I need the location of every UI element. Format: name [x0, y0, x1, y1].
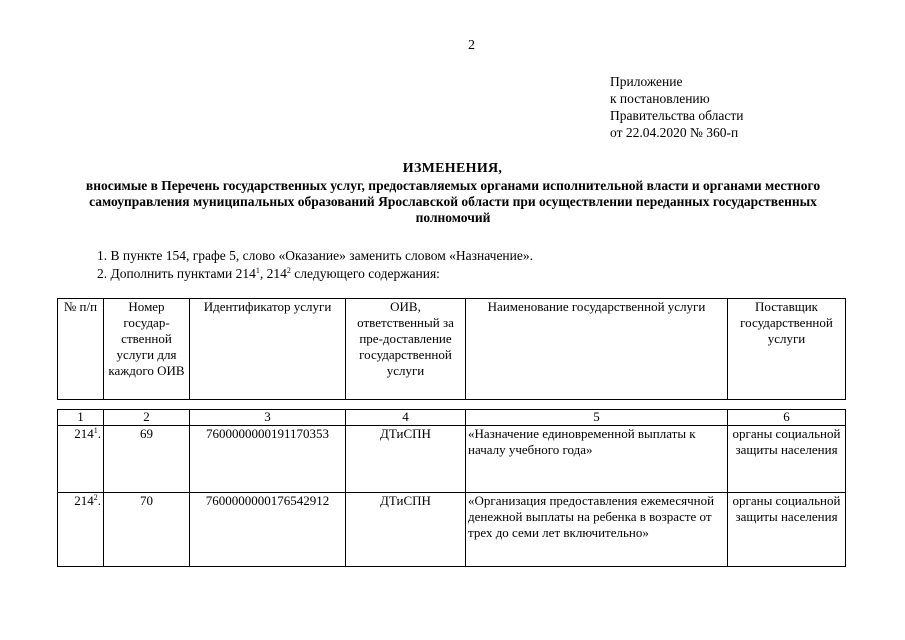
appendix-line: к постановлению	[610, 91, 710, 106]
header-cell-number: № п/п	[58, 299, 104, 400]
cell-identifier: 7600000000176542912	[190, 493, 346, 567]
cell-provider: органы социальной защиты населения	[728, 493, 846, 567]
header-cell-oiv-number: Номер государ-ственной услуги для каждого ОИВ	[104, 299, 190, 400]
cell-oiv: ДТиСПН	[346, 426, 466, 493]
header-cell-identifier: Идентификатор услуги	[190, 299, 346, 400]
number-text: 214	[74, 493, 94, 508]
cell-identifier: 7600000000191170353	[190, 426, 346, 493]
cell-oiv: ДТиСПН	[346, 493, 466, 567]
superscript: 1	[255, 266, 260, 275]
number-suffix: .	[97, 426, 101, 441]
item-text: , 214	[259, 266, 287, 281]
column-number: 1	[58, 410, 104, 426]
cell-number	[58, 493, 104, 567]
number-suffix: .	[97, 493, 101, 508]
cell-oiv-number: 70	[104, 493, 190, 567]
cell-provider: органы социальной защиты населения	[728, 426, 846, 493]
cell-number	[58, 426, 104, 493]
amendment-item-1: 1. В пункте 154, графе 5, слово «Оказание» заменить словом «Назначение».	[97, 248, 534, 263]
superscript: 2	[93, 493, 98, 502]
item-text: 2. Дополнить пунктами 214	[97, 266, 256, 281]
column-number: 2	[104, 410, 190, 426]
header-row	[58, 299, 846, 400]
superscript: 2	[286, 266, 291, 275]
document-subtitle: вносимые в Перечень государственных услуг, предоставляемых органами исполнительной власти и органами местного самоуправления муниципальных образований Ярославской области при осуществлении переданных государственных полномочий	[85, 178, 821, 225]
table-header	[57, 298, 846, 400]
appendix-line: Правительства области	[610, 108, 744, 123]
amendment-items	[97, 247, 533, 283]
item-text: следующего содержания:	[290, 266, 440, 281]
column-number: 6	[728, 410, 846, 426]
superscript: 1	[93, 426, 98, 435]
header-cell-oiv: ОИВ, ответственный за пре-доставление государственной услуги	[346, 299, 466, 400]
cell-service-name: «Назначение единовременной выплаты к началу учебного года»	[466, 426, 728, 493]
appendix-block	[610, 73, 743, 141]
table-body	[57, 409, 846, 567]
header-cell-service-name: Наименование государственной услуги	[466, 299, 728, 400]
table-row	[58, 426, 846, 493]
column-number: 4	[346, 410, 466, 426]
cell-service-name: «Организация предоставления ежемесячной денежной выплаты на ребенка в возрасте от трех до семи лет включительно»	[466, 493, 728, 567]
number-text: 214	[74, 426, 94, 441]
table-row	[58, 493, 846, 567]
document-title: ИЗМЕНЕНИЯ,	[402, 161, 503, 176]
amendment-item-2	[97, 265, 533, 283]
appendix-date-line: от 22.04.2020 № 360-п	[610, 125, 739, 140]
appendix-line: Приложение	[610, 74, 683, 89]
column-number: 3	[190, 410, 346, 426]
header-cell-provider: Поставщик государственной услуги	[728, 299, 846, 400]
cell-oiv-number: 69	[104, 426, 190, 493]
column-number-row	[58, 410, 846, 426]
page-number: 2	[468, 38, 475, 53]
column-number: 5	[466, 410, 728, 426]
